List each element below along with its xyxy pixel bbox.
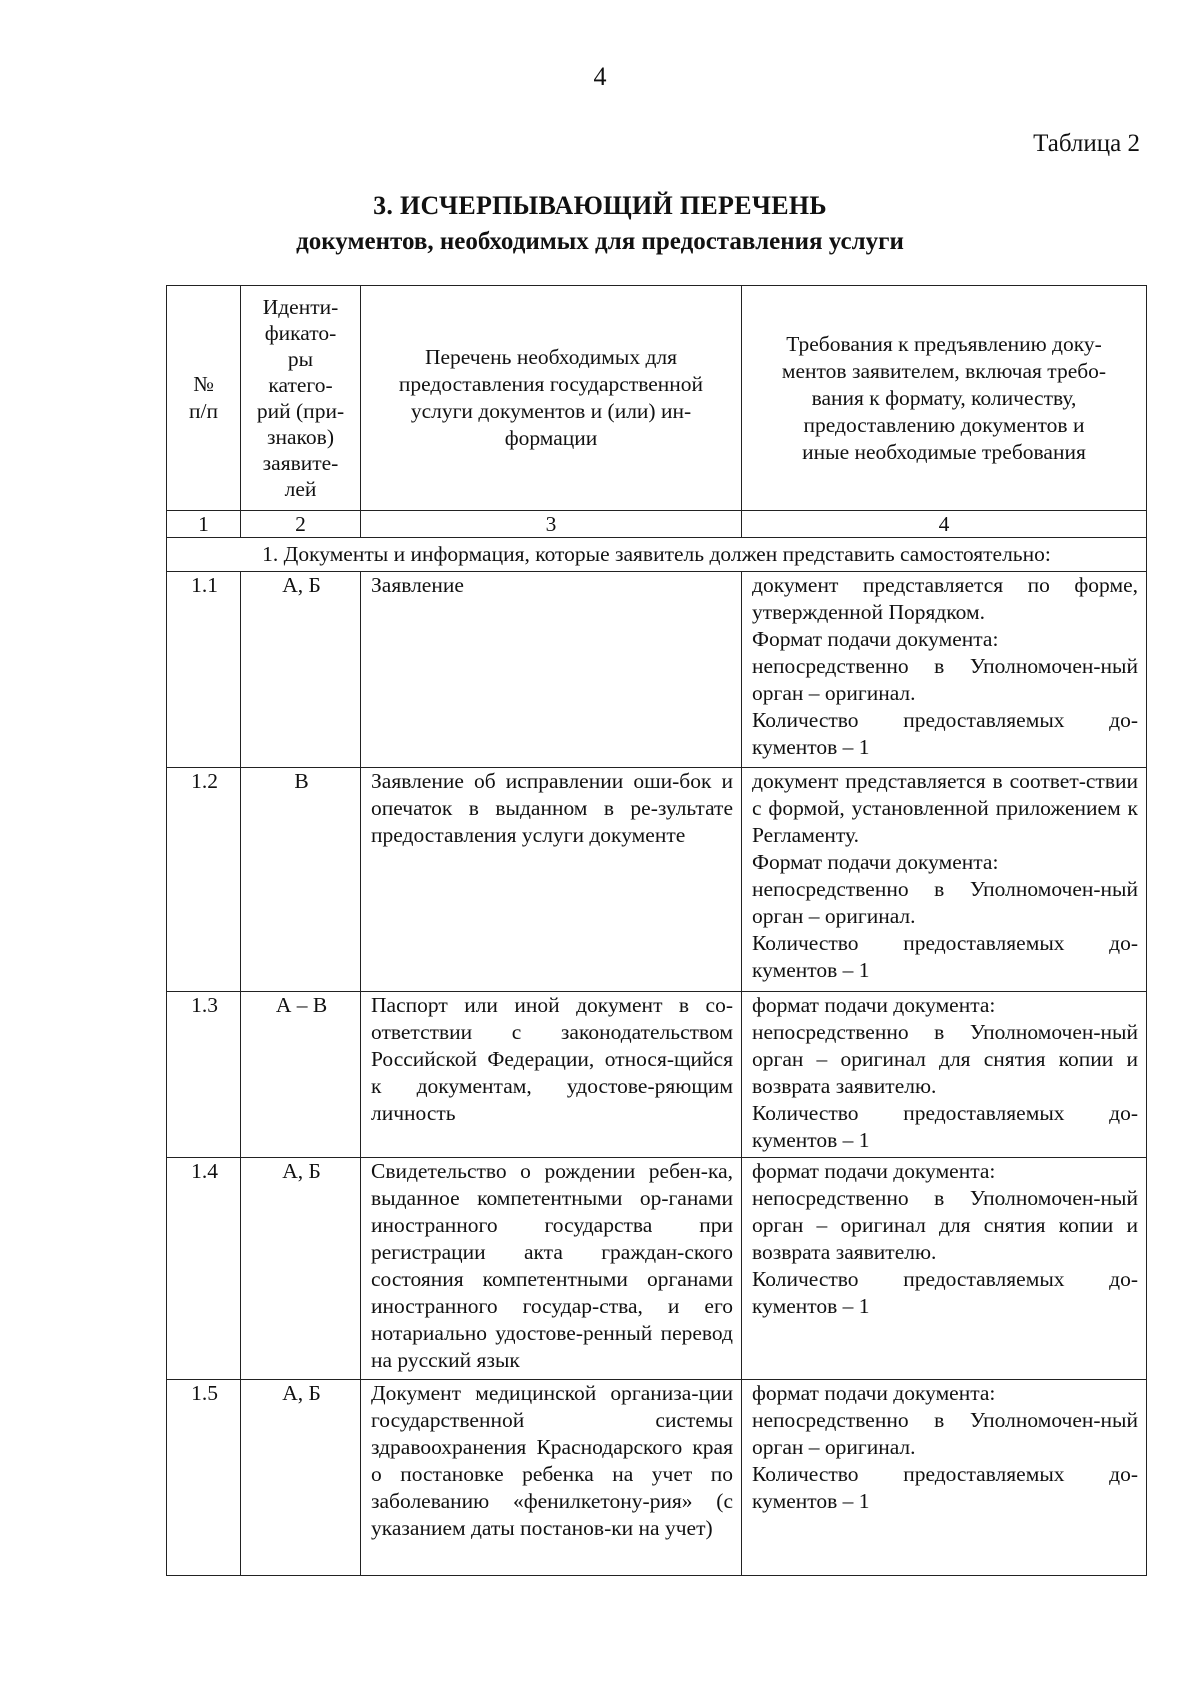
document-title [0,188,1200,260]
row-requirements: документ представляется в соответ-ствии с формой, установленной приложением к Регламенту. Формат подачи документа: непосредственно в Уполномочен-ный орган – оригинал. Количество предоставляемых до-кументов – 1 [742,768,1147,992]
row-category: А – В [241,992,361,1158]
documents-table [166,285,1147,1576]
row-category: А, Б [241,572,361,768]
row-document: Паспорт или иной документ в со-ответствии с законодательством Российской Федерации, относя-щийся к документам, удостове-ряющим личность [361,992,742,1158]
row-requirements: формат подачи документа: непосредственно в Уполномочен-ный орган – оригинал для снятия копии и возврата заявителю. Количество предоставляемых до-кументов – 1 [742,992,1147,1158]
row-document: Документ медицинской организа-ции государственной системы здравоохранения Краснодарского края о постановке ребенка на учет по заболеванию «фенилкетону-рия» (с указанием даты постанов-ки на учет) [361,1380,742,1576]
header-category: Иденти- фикато- ры катего- рий (при- знаков) заявите- лей [241,286,361,511]
header-document-list: Перечень необходимых для предоставления государственной услуги документов и (или) ин- формации [361,286,742,511]
column-number: 2 [241,511,361,538]
row-number: 1.3 [167,992,241,1158]
row-number: 1.4 [167,1158,241,1380]
row-requirements: формат подачи документа: непосредственно в Уполномочен-ный орган – оригинал. Количество предоставляемых до-кументов – 1 [742,1380,1147,1576]
title-sub: документов, необходимых для предоставления услуги [296,228,904,255]
row-document: Заявление об исправлении оши-бок и опечаток в выданном в ре-зультате предоставления услуги документе [361,768,742,992]
section-row [167,538,1147,572]
row-number: 1.2 [167,768,241,992]
table-row [167,768,1147,992]
table-row [167,1158,1147,1380]
row-category: В [241,768,361,992]
column-number: 1 [167,511,241,538]
row-number: 1.5 [167,1380,241,1576]
table-header-row [167,286,1147,511]
table-row [167,992,1147,1158]
row-requirements: документ представляется по форме, утвержденной Порядком. Формат подачи документа: непосредственно в Уполномочен-ный орган – оригинал. Количество предоставляемых до-кументов – 1 [742,572,1147,768]
table-row [167,572,1147,768]
column-number: 4 [742,511,1147,538]
header-number: № п/п [167,286,241,511]
column-numbers-row [167,511,1147,538]
row-document: Свидетельство о рождении ребен-ка, выданное компетентными ор-ганами иностранного государства при регистрации акта граждан-ского состояния компетентными органами иностранного государ-ства, и его нотариально удостове-ренный перевод на русский язык [361,1158,742,1380]
row-number: 1.1 [167,572,241,768]
page-number: 4 [593,62,607,91]
column-number: 3 [361,511,742,538]
row-requirements: формат подачи документа: непосредственно в Уполномочен-ный орган – оригинал для снятия копии и возврата заявителю. Количество предоставляемых до-кументов – 1 [742,1158,1147,1380]
section-title: 1. Документы и информация, которые заявитель должен представить самостоятельно: [167,538,1147,572]
row-category: А, Б [241,1380,361,1576]
table-label: Таблица 2 [1033,130,1140,157]
row-category: А, Б [241,1158,361,1380]
row-document: Заявление [361,572,742,768]
table-row [167,1380,1147,1576]
header-requirements: Требования к предъявлению доку- ментов заявителем, включая требо- вания к формату, количеству, предоставлению документов и иные необходимые требования [742,286,1147,511]
title-main: 3. ИСЧЕРПЫВАЮЩИЙ ПЕРЕЧЕНЬ [373,191,827,220]
